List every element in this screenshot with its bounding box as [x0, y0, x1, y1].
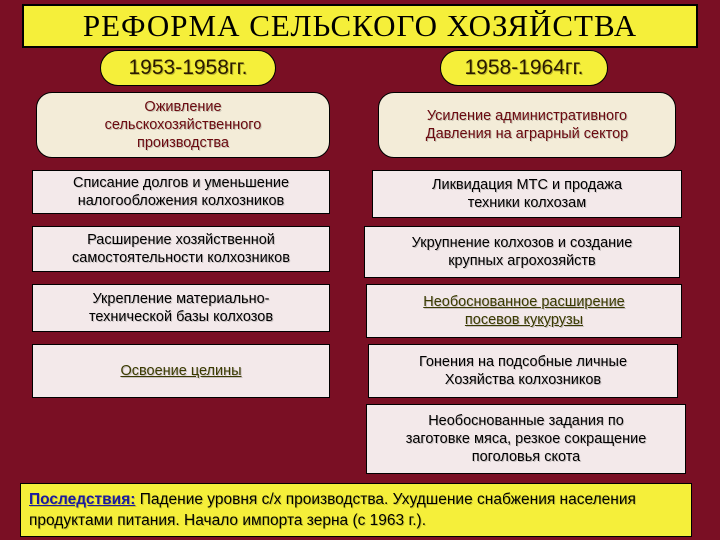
page-title: РЕФОРМА СЕЛЬСКОГО ХОЗЯЙСТВА	[82, 8, 638, 43]
left-item-4-link[interactable]: Освоение целины	[120, 363, 242, 379]
right-item-4: Гонения на подсобные личные Хозяйства колхозников	[368, 344, 678, 398]
consequences-text: Падение уровня с/х производства. Ухудшение снабжения населения продуктами питания. Начало импорта зерна (с 1963 г.).	[29, 491, 636, 529]
left-item-3: Укрепление материально- технической базы колхозов	[32, 284, 330, 332]
right-header-box: Усиление административного Давления на аграрный сектор	[378, 92, 676, 158]
title-bar	[22, 4, 698, 48]
right-item-5: Необоснованные задания по заготовке мяса, резкое сокращение поголовья скота	[366, 404, 686, 474]
right-item-1: Ликвидация МТС и продажа техники колхозам	[372, 170, 682, 218]
right-item-3[interactable]	[366, 284, 682, 338]
period-left: 1953-1958гг.	[100, 50, 276, 86]
consequences-label[interactable]: Последствия:	[29, 491, 136, 508]
left-item-4[interactable]	[32, 344, 330, 398]
left-item-1: Списание долгов и уменьшение налогообложения колхозников	[32, 170, 330, 214]
left-header-box: Оживление сельскохозяйственного производства	[36, 92, 330, 158]
consequences-box	[20, 483, 692, 537]
left-item-2: Расширение хозяйственной самостоятельности колхозников	[32, 226, 330, 272]
right-item-3-link[interactable]: Необоснованное расширение посевов кукурузы	[423, 294, 625, 328]
period-right: 1958-1964гг.	[440, 50, 608, 86]
right-item-2: Укрупнение колхозов и создание крупных агрохозяйств	[364, 226, 680, 278]
